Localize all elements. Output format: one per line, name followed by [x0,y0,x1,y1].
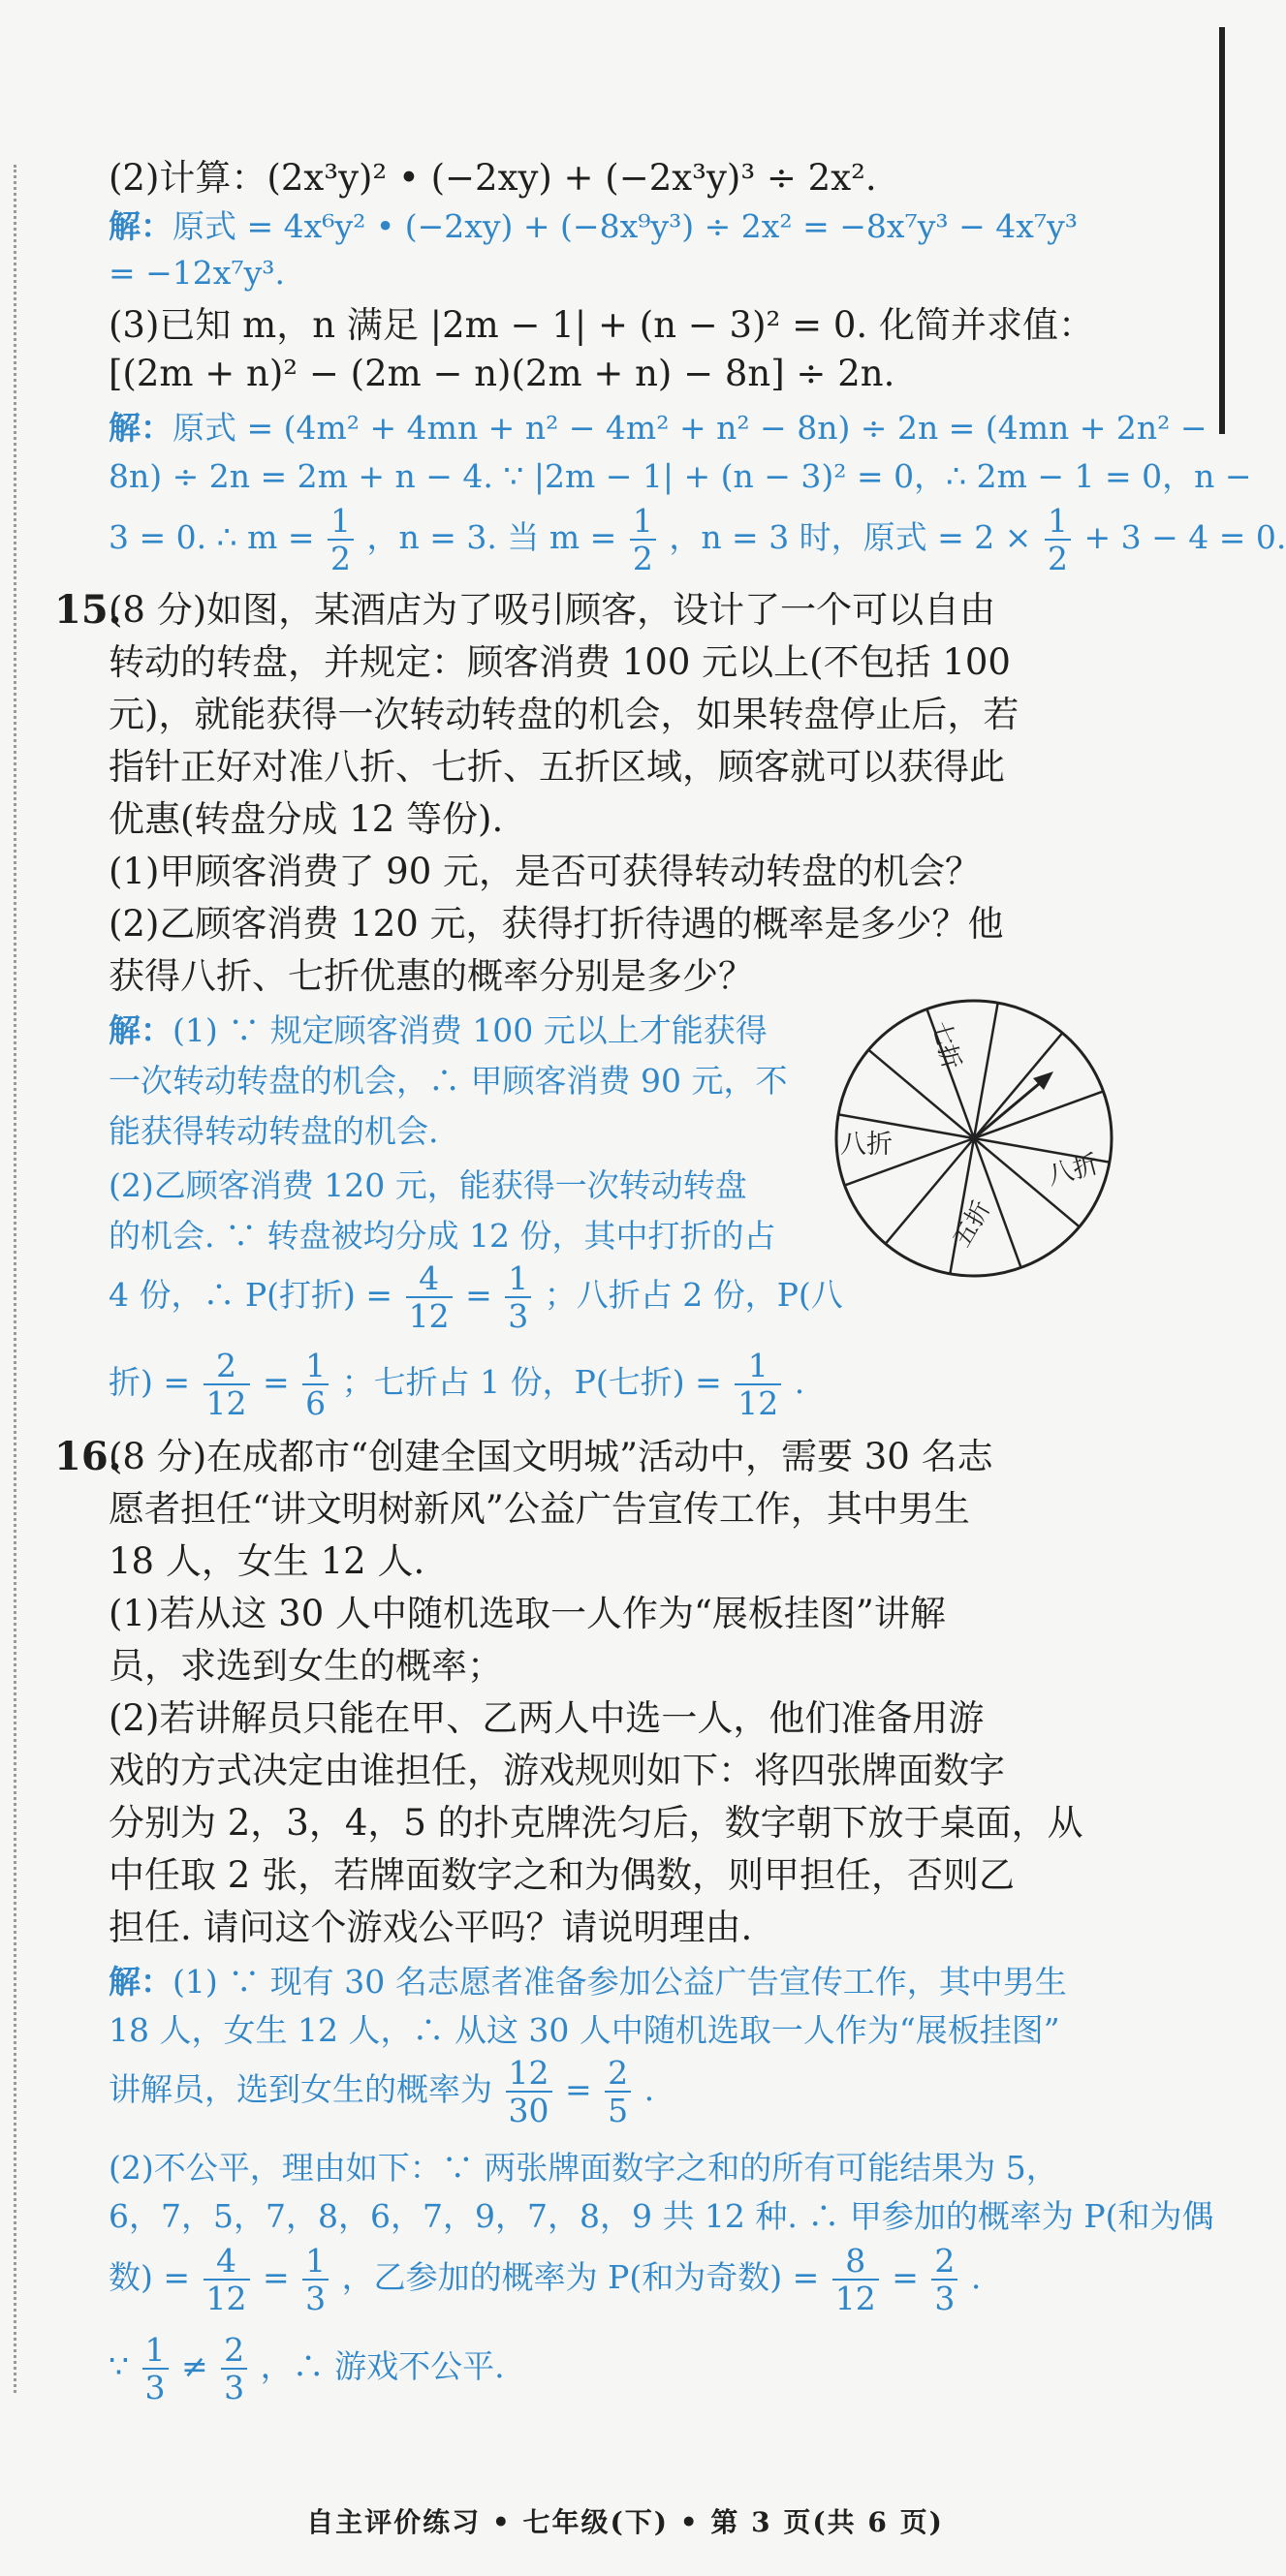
q15-sol2-line2: 的机会. ∵ 转盘被均分成 12 份，其中打折的占 [109,1217,776,1255]
q16-line2: 愿者担任“讲文明树新风”公益广告宣传工作，其中男生 [109,1488,970,1530]
q14-part3-solution-line2: 8n) ÷ 2n = 2m + n − 4. ∵ |2m − 1| + (n − 3)² = 0，∴ 2m − 1 = 0，n − [109,457,1252,495]
fraction: $\frac{2}{5}$ [605,2057,631,2126]
fraction: $\frac{1}{3}$ [302,2245,329,2314]
fraction: $\frac{1}{3}$ [505,1262,531,1332]
fraction: $\frac{1}{6}$ [302,1350,329,1419]
fraction: $\frac{4}{12}$ [204,2245,250,2314]
q15-sol1-line2: 一次转动转盘的机会，∴ 甲顾客消费 90 元，不 [109,1062,788,1100]
q14-part2-solution-line2: = −12x⁷y³. [109,254,285,292]
q16-line3: 18 人，女生 12 人. [109,1540,425,1582]
q14-part3-solution-line3: 3 = 0. ∴ m = $\frac{1}{2}$ ，n = 3. 当 m = $\frac{1}{2}$ ，n = 3 时，原式 = 2 × $\frac{1}{2}$ + 3 − 4 = 0. [109,502,1286,577]
q15-line1: (8 分)如图，某酒店为了吸引顾客，设计了一个可以自由 [109,589,996,631]
q15-sub2-line2: 获得八折、七折优惠的概率分别是多少？ [109,955,754,997]
q16-sub2-line1: (2)若讲解员只能在甲、乙两人中选一人，他们准备用游 [109,1697,985,1739]
q16-sol1-line1: 解：(1) ∵ 现有 30 名志愿者准备参加公益广告宣传工作，其中男生 [109,1963,1067,2001]
fraction: $\frac{8}{12}$ [832,2245,879,2314]
binding-dotted-line [14,165,16,2393]
q14-part3-question-line2: [(2m + n)² − (2m − n)(2m + n) − 8n] ÷ 2n. [109,353,895,394]
q15-sol2-line3: 4 份，∴ P(打折) = $\frac{4}{12}$ = $\frac{1}{3}$ ；八折占 2 份，P(八 [109,1259,843,1335]
q16-sub2-line5: 担任. 请问这个游戏公平吗？请说明理由. [109,1907,753,1948]
segment-label-wuzhe: 五折 [947,1195,996,1253]
question-number-16: 16. [54,1434,122,1479]
fraction: $\frac{1}{2}$ [328,505,354,574]
q16-sol1-line2: 18 人，女生 12 人，∴ 从这 30 人中随机选取一人作为“展板挂图” [109,2011,1060,2049]
q15-sol1-line1: 解：(1) ∵ 规定顾客消费 100 元以上才能获得 [109,1011,768,1049]
fraction: $\frac{1}{3}$ [142,2334,169,2404]
q16-sub1-line2: 员，求选到女生的概率； [109,1645,503,1687]
q16-line1: (8 分)在成都市“创建全国文明城”活动中，需要 30 名志 [109,1436,993,1477]
fraction: $\frac{2}{3}$ [931,2245,957,2314]
page-edge-mark [1219,27,1225,434]
q14-part3-question-line1: (3)已知 m，n 满足 |2m − 1| + (n − 3)² = 0. 化简并求值： [109,304,1094,346]
q14-part2-solution-line1: 解：原式 = 4x⁶y² • (−2xy) + (−8x⁹y³) ÷ 2x² = −8x⁷y³ − 4x⁷y³ [109,207,1078,245]
question-number-15: 15. [54,587,122,633]
q16-sol2-line3: 数) = $\frac{4}{12}$ = $\frac{1}{3}$ ，乙参加的概率为 P(和为奇数) = $\frac{8}{12}$ = $\frac{2}{3}$ . [109,2242,982,2317]
q16-sub1-line1: (1)若从这 30 人中随机选取一人作为“展板挂图”讲解 [109,1593,946,1634]
q15-sol1-line3: 能获得转动转盘的机会. [109,1112,439,1150]
q16-sub2-line4: 中任取 2 张，若牌面数字之和为偶数，则甲担任，否则乙 [109,1854,1016,1896]
q14-part2-question: (2)计算：(2x³y)² • (−2xy) + (−2x³y)³ ÷ 2x². [109,157,877,199]
q15-sol2-line4: 折) = $\frac{2}{12}$ = $\frac{1}{6}$ ；七折占 1 份，P(七折) = $\frac{1}{12}$ . [109,1347,805,1422]
q16-sol2-line2: 6，7，5，7，8，6，7，9，7，8，9 共 12 种. ∴ 甲参加的概率为 P(和为偶 [109,2197,1214,2235]
solution-label: 解： [109,1963,173,2001]
solution-label: 解： [109,1011,173,1049]
fraction: $\frac{12}{30}$ [506,2057,552,2126]
q16-sub2-line2: 戏的方式决定由谁担任，游戏规则如下：将四张牌面数字 [109,1750,1005,1791]
fraction: $\frac{1}{2}$ [1045,505,1071,574]
q15-line3: 元)，就能获得一次转动转盘的机会，如果转盘停止后，若 [109,694,1019,735]
q15-line2: 转动的转盘，并规定：顾客消费 100 元以上(不包括 100 [109,641,1011,683]
spinner-wheel-figure [829,993,1119,1284]
page-footer: 自主评价练习 • 七年级(下) • 第 3 页(共 6 页) [306,2506,944,2538]
segment-label-qizhe: 七折 [926,1018,967,1072]
q15-sol2-line1: (2)乙顾客消费 120 元，能获得一次转动转盘 [109,1166,747,1204]
q16-sol2-line1: (2)不公平，理由如下：∵ 两张牌面数字之和的所有可能结果为 5， [109,2149,1058,2187]
q16-sol2-line4: ∵ $\frac{1}{3}$ ≠ $\frac{2}{3}$ ，∴ 游戏不公平. [109,2331,505,2406]
solution-label: 解： [109,207,173,245]
segment-label-bazhe-right: 八折 [1044,1148,1103,1192]
fraction: $\frac{2}{3}$ [221,2334,247,2404]
q16-sub2-line3: 分别为 2，3，4，5 的扑克牌洗匀后，数字朝下放于桌面，从 [109,1802,1083,1844]
fraction: $\frac{4}{12}$ [406,1262,453,1332]
fraction: $\frac{2}{12}$ [204,1350,250,1419]
segment-label-bazhe-left: 八折 [840,1130,893,1160]
wheel-divider [974,1003,998,1138]
q14-part3-solution-line1: 解：原式 = (4m² + 4mn + n² − 4m² + n² − 8n) ÷ 2n = (4mn + 2n² − [109,409,1208,447]
solution-label: 解： [109,409,173,447]
q15-line4: 指针正好对准八折、七折、五折区域，顾客就可以获得此 [109,746,1005,788]
fraction: $\frac{1}{2}$ [630,505,656,574]
fraction: $\frac{1}{12}$ [735,1350,781,1419]
pointer-arrow-shaft [974,1078,1046,1138]
q15-sub2-line1: (2)乙顾客消费 120 元，获得打折待遇的概率是多少？他 [109,903,1004,945]
q15-sub1: (1)甲顾客消费了 90 元，是否可获得转动转盘的机会？ [109,851,982,892]
q16-sol1-line3: 讲解员，选到女生的概率为 $\frac{12}{30}$ = $\frac{2}{5}$ . [109,2054,655,2129]
q15-line5: 优惠(转盘分成 12 等份). [109,798,504,840]
